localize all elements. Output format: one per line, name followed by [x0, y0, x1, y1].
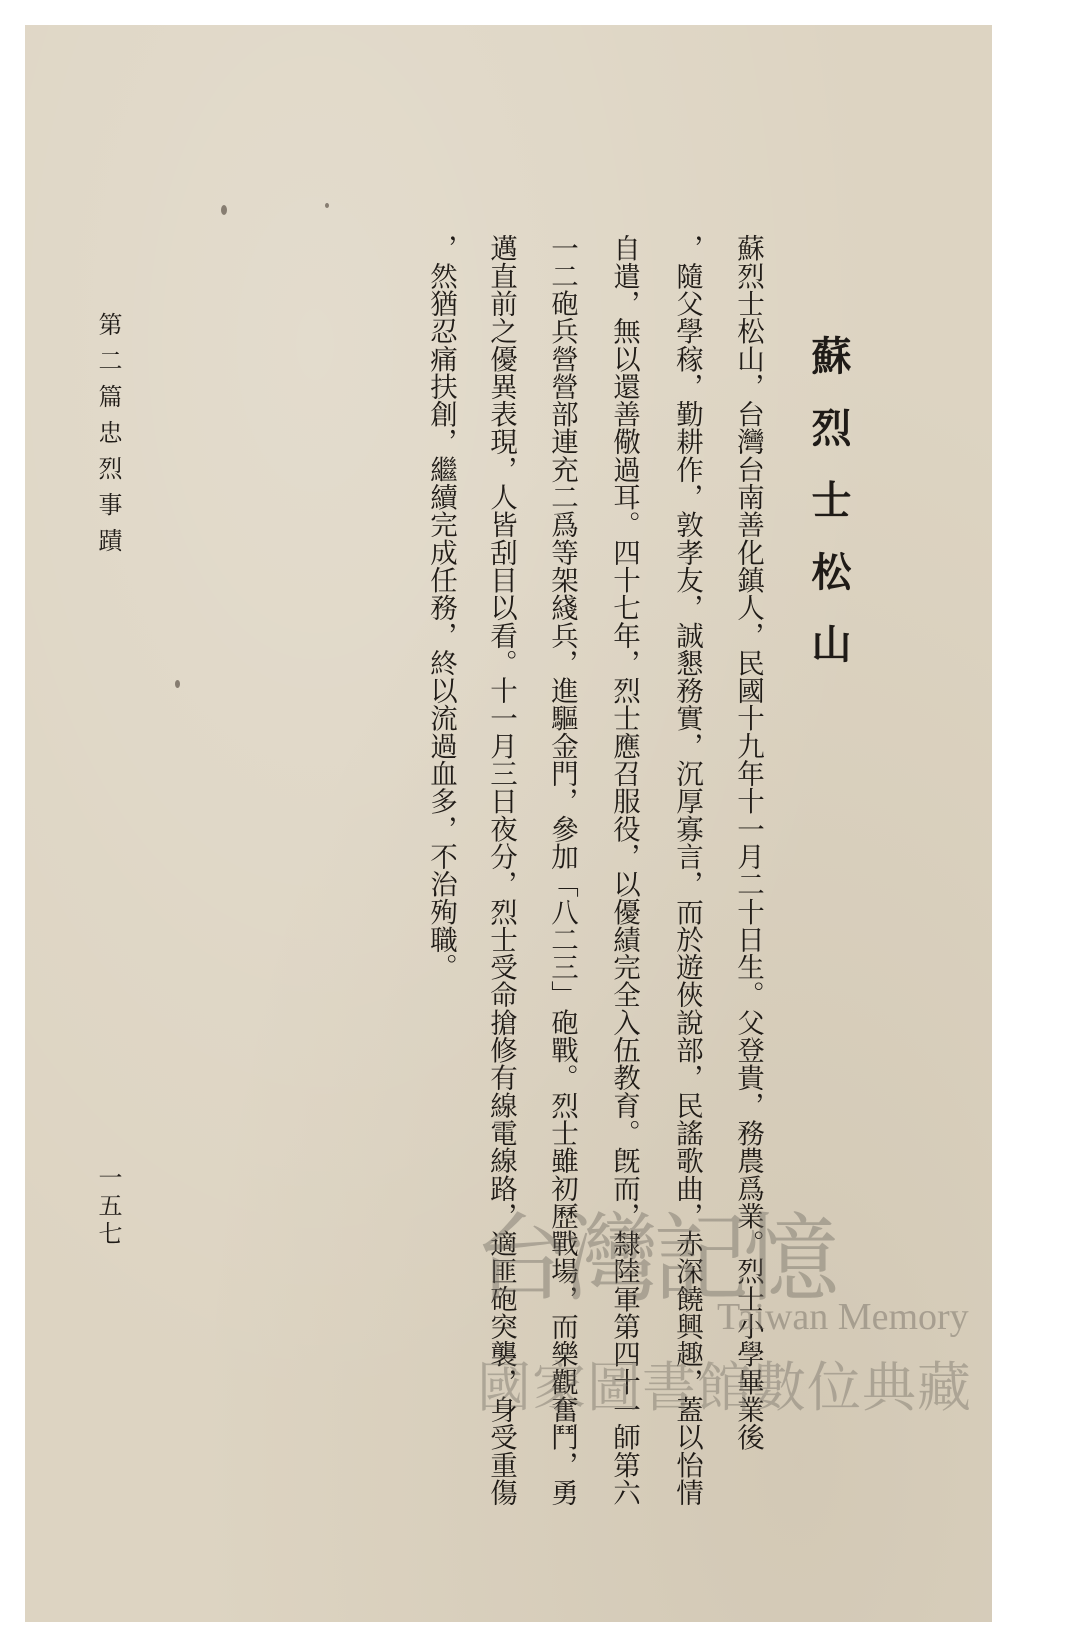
- archive-watermark: [455, 1183, 972, 1423]
- body-line-1: 蘇烈士松山，台灣台南善化鎮人，民國十九年十一月二十日生。父登貴，務農爲業。烈士小學畢業後: [732, 234, 764, 1451]
- ink-speck: [325, 203, 329, 208]
- ink-speck: [175, 680, 180, 688]
- ink-speck: [221, 205, 227, 215]
- watermark-logo-text: 台灣記憶: [473, 1203, 833, 1315]
- article-title: 蘇烈士松山: [805, 335, 852, 695]
- body-line-4: 一二砲兵營營部連充二爲等架綫兵，進驅金門，參加「八二三」砲戰。烈士雖初歷戰場，而樂觀奮鬥，勇: [546, 234, 578, 1506]
- watermark-library: 國家圖書館數位典藏: [477, 1356, 972, 1419]
- body-line-6: ，然猶忍痛扶創，繼續完成任務，終以流過血多，不治殉職。: [425, 234, 457, 981]
- body-line-2: ，隨父學稼，勤耕作，敦孝友，誠懇務實，沉厚寡言，而於遊俠說部，民謠歌曲，赤深饒興趣，蓋以怡情: [671, 234, 703, 1506]
- body-line-3: 自遣，無以還善儆過耳。四十七年，烈士應召服役，以優績完全入伍教育。旣而，隸陸軍第四十一師第六: [608, 234, 640, 1506]
- running-title: 第二篇忠烈事蹟: [94, 312, 122, 564]
- page-number: 一五七: [94, 1165, 122, 1249]
- body-line-5: 邁直前之優異表現，人皆刮目以看。十一月三日夜分，烈士受命搶修有線電線路，適匪砲突襲，身受重傷: [485, 234, 517, 1506]
- watermark-english: Taiwan Memory: [717, 1296, 969, 1338]
- scanned-page: [25, 25, 992, 1622]
